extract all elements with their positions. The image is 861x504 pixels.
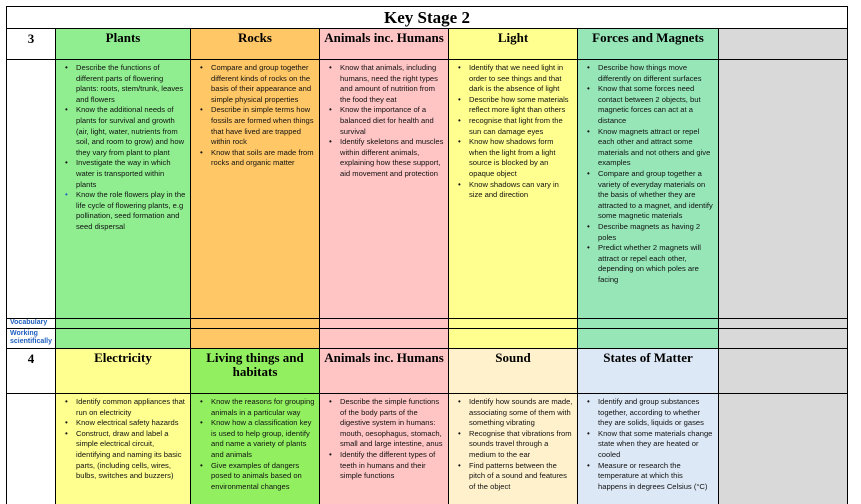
working-cell bbox=[719, 329, 848, 349]
list-item: • Investigate the way in which water is transported within plants bbox=[62, 158, 186, 190]
list-item: • Know shadows can vary in size and direction bbox=[455, 180, 573, 201]
vocab-cell bbox=[320, 319, 449, 329]
vocab-cell bbox=[56, 319, 191, 329]
empty-content-cell bbox=[719, 394, 848, 504]
list-item: • Recognise that vibrations from sounds travel through a medium to the ear bbox=[455, 429, 573, 461]
header-light: Light bbox=[449, 29, 578, 60]
list-item: • Know electrical safety hazards bbox=[62, 418, 186, 429]
list-item: • Know the reasons for grouping animals in a particular way bbox=[197, 397, 315, 418]
working-cell bbox=[578, 329, 719, 349]
list-item: • Give examples of dangers posed to animals based on environmental changes bbox=[197, 461, 315, 493]
content-light bbox=[449, 60, 578, 319]
list-item: • recognise that light from the sun can damage eyes bbox=[455, 116, 573, 137]
list-item: • Identify that we need light in order to see things and that dark is the absence of light bbox=[455, 63, 573, 95]
list-item: • Know that some forces need contact between 2 objects, but magnetic forces can act at a distance bbox=[584, 84, 714, 126]
content-animals-3 bbox=[320, 60, 449, 319]
working-cell bbox=[320, 329, 449, 349]
list-item: • Know that animals, including humans, need the right types and amount of nutrition from the food they eat bbox=[326, 63, 444, 105]
list-item: • Describe the simple functions of the body parts of the digestive system in humans: mouth, oesophagus, stomach, small and large intestine, anus bbox=[326, 397, 444, 450]
header-states-of-matter: States of Matter bbox=[578, 349, 719, 394]
working-cell bbox=[56, 329, 191, 349]
content-sound bbox=[449, 394, 578, 504]
content-animals-4 bbox=[320, 394, 449, 504]
list-item: • Describe how things move differently on different surfaces bbox=[584, 63, 714, 84]
empty-header-cell bbox=[719, 349, 848, 394]
list-item: • Describe magnets as having 2 poles bbox=[584, 222, 714, 243]
list-item: • Identify and group substances together, according to whether they are solids, liquids or gases bbox=[584, 397, 714, 429]
list-item: • Identify common appliances that run on electricity bbox=[62, 397, 186, 418]
list-item: • Describe how some materials reflect more light than others bbox=[455, 95, 573, 116]
header-animals-4: Animals inc. Humans bbox=[320, 349, 449, 394]
vocab-cell bbox=[191, 319, 320, 329]
list-item: • Predict whether 2 magnets will attract or repel each other, depending on which poles are facing bbox=[584, 243, 714, 285]
content-states-of-matter bbox=[578, 394, 719, 504]
list-item: • Find patterns between the pitch of a sound and features of the object bbox=[455, 461, 573, 493]
stage-3-side bbox=[6, 60, 56, 319]
vocab-cell bbox=[719, 319, 848, 329]
header-electricity: Electricity bbox=[56, 349, 191, 394]
list-item: • Know the role flowers play in the life cycle of flowering plants, e.g pollination, seed formation and seed dispersal bbox=[62, 190, 186, 232]
vocabulary-label: Vocabulary bbox=[6, 319, 56, 329]
list-item: • Describe the functions of different parts of flowering plants: roots, stem/trunk, leaves and flowers bbox=[62, 63, 186, 105]
working-cell bbox=[449, 329, 578, 349]
content-forces-magnets bbox=[578, 60, 719, 319]
list-item: • Identify the different types of teeth in humans and their simple functions bbox=[326, 450, 444, 482]
header-rocks: Rocks bbox=[191, 29, 320, 60]
list-item: • Know that soils are made from rocks and organic matter bbox=[197, 148, 315, 169]
list-item: • Know the additional needs of plants for survival and growth (air, light, water, nutrients from soil, and room to grow) and how they vary from plant to plant bbox=[62, 105, 186, 158]
list-item: • Describe in simple terms how fossils are formed when things that have lived are trapped within rock bbox=[197, 105, 315, 147]
content-plants bbox=[56, 60, 191, 319]
header-plants: Plants bbox=[56, 29, 191, 60]
empty-content-cell bbox=[719, 60, 848, 319]
list-item: • Know how a classification key is used to help group, identify and name a variety of plants and animals bbox=[197, 418, 315, 460]
vocab-cell bbox=[449, 319, 578, 329]
working-scientifically-label: Working scientifically bbox=[6, 329, 56, 349]
content-living-things bbox=[191, 394, 320, 504]
page-title: Key Stage 2 bbox=[6, 6, 848, 29]
list-item: • Know that some materials change state when they are heated or cooled bbox=[584, 429, 714, 461]
content-rocks bbox=[191, 60, 320, 319]
working-cell bbox=[191, 329, 320, 349]
header-forces-magnets: Forces and Magnets bbox=[578, 29, 719, 60]
list-item: • Compare and group together a variety of everyday materials on the basis of whether they are attracted to a magnet, and identify some magnetic materials bbox=[584, 169, 714, 222]
empty-header-cell bbox=[719, 29, 848, 60]
stage-3-label: 3 bbox=[6, 29, 56, 60]
list-item: • Know the importance of a balanced diet for health and survival bbox=[326, 105, 444, 137]
list-item: • Know how shadows form when the light from a light source is blocked by an opaque object bbox=[455, 137, 573, 179]
vocab-cell bbox=[578, 319, 719, 329]
list-item: • Measure or research the temperature at which this happens in degrees Celsius (°C) bbox=[584, 461, 714, 493]
stage-4-side bbox=[6, 394, 56, 504]
list-item: • Compare and group together different kinds of rocks on the basis of their appearance and simple physical properties bbox=[197, 63, 315, 105]
stage-4-label: 4 bbox=[6, 349, 56, 394]
header-sound: Sound bbox=[449, 349, 578, 394]
list-item: • Construct, draw and label a simple electrical circuit, identifying and naming its basic parts, (including cells, wires, bulbs, switches and buzzers) bbox=[62, 429, 186, 482]
content-electricity bbox=[56, 394, 191, 504]
list-item: • Know magnets attract or repel each other and attract some materials and not others and give examples bbox=[584, 127, 714, 169]
header-living-things: Living things and habitats bbox=[191, 349, 320, 394]
list-item: • Identify skeletons and muscles within different animals, explaining how these support, aid movement and protection bbox=[326, 137, 444, 179]
list-item: • Identify how sounds are made, associating some of them with something vibrating bbox=[455, 397, 573, 429]
header-animals-3: Animals inc. Humans bbox=[320, 29, 449, 60]
